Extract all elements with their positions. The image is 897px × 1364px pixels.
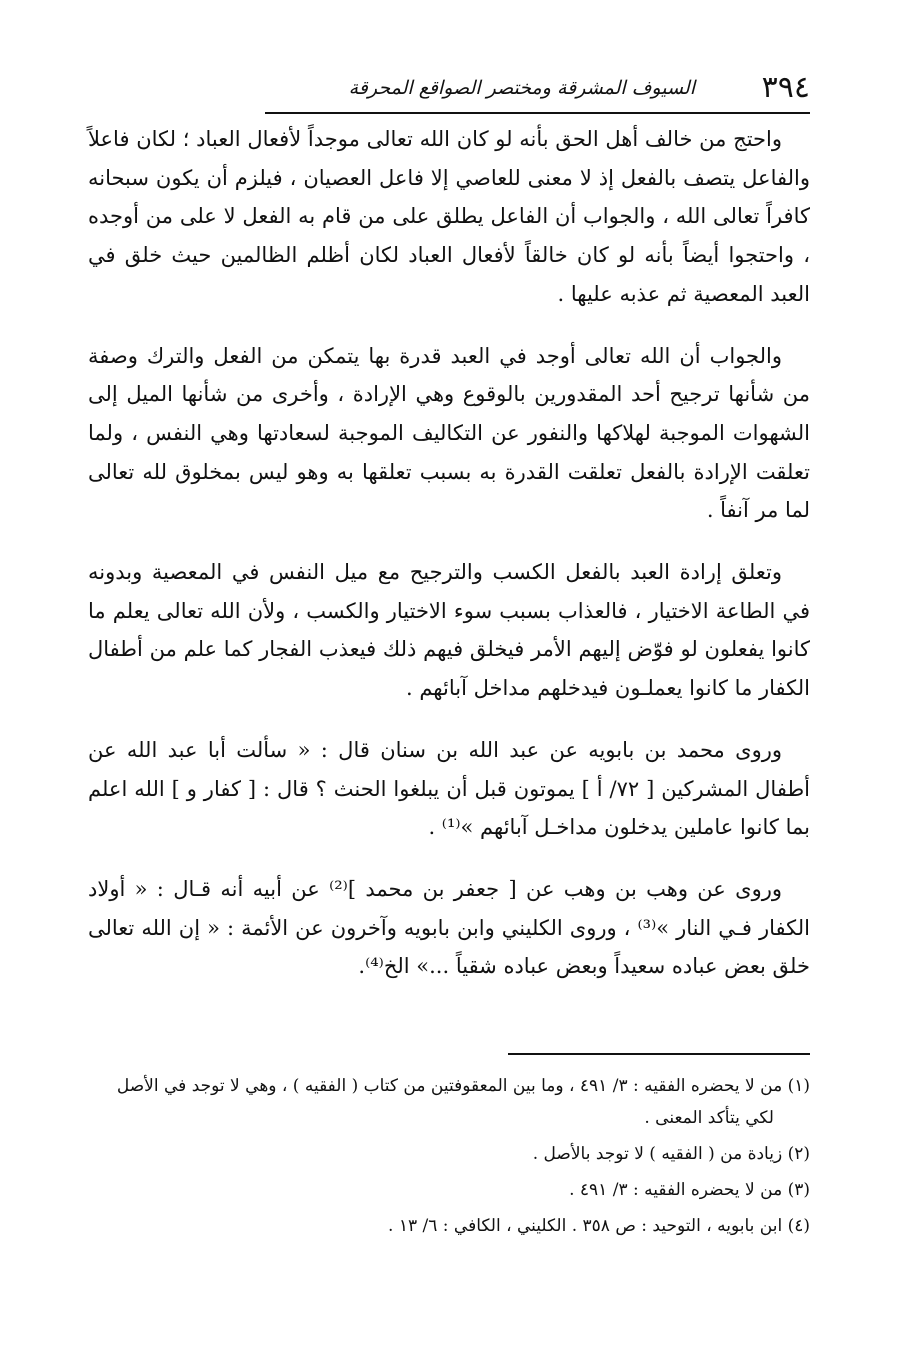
paragraph: واحتج من خالف أهل الحق بأنه لو كان الله تعالى موجداً لأفعال العباد ؛ لكان فاعلاً والفاعل يتصف بالفعل إذ لا معنى للعاصي إلا فاعل العصيان ، فيلزم أن يكون سبحانه كافراً تعالى الله ، والجواب أن الفاعل يطلق على من قام به الفعل لا على من أوجده ، واحتجوا أيضاً بأنه لو كان خالقاً لأفعال العباد لكان أظلم الظالمين حيث خلق في العبد المعصية ثم عذبه عليها . bbox=[88, 127, 810, 306]
page-header bbox=[265, 70, 810, 114]
footnotes bbox=[88, 1070, 810, 1246]
footnote-rule bbox=[508, 1053, 810, 1055]
footnote: (٣) من لا يحضره الفقيه : ٣/ ٤٩١ . bbox=[569, 1180, 810, 1200]
paragraph: وروى محمد بن بابويه عن عبد الله بن سنان قال : « سألت أبا عبد الله عن أطفال المشركين [ ٧٢/ أ ] يموتون قبل أن يبلغوا الحنث ؟ قال : [ كفار و ] الله اعلم بما كانوا عاملين يدخلون مداخـل آبائهم »⁽¹⁾ . bbox=[88, 737, 810, 840]
footnote: (٢) زيادة من ( الفقيه ) لا توجد بالأصل . bbox=[532, 1144, 810, 1164]
main-text bbox=[88, 120, 810, 1009]
paragraph: وتعلق إرادة العبد بالفعل الكسب والترجيح مع ميل النفس في المعصية وبدونه في الطاعة الاختيار ، فالعذاب بسبب سوء الاختيار والكسب ، ولأن الله تعالى يعلم ما كانوا يفعلون لو فوّض إليهم الأمر فيخلق فيهم ذلك فيعذب الفجار كما علم من أطفال الكفار ما كانوا يعملـون فيدخلهم مداخل آبائهم . bbox=[88, 560, 810, 701]
header-rule bbox=[265, 112, 810, 114]
footnote: (٤) ابن بابويه ، التوحيد : ص ٣٥٨ . الكليني ، الكافي : ٦/ ١٣ . bbox=[388, 1216, 810, 1236]
paragraph: وروى عن وهب بن وهب عن [ جعفر بن محمد ]⁽²⁾ عن أبيه أنه قـال : « أولاد الكفار فـي النار »⁽³⁾ ، وروى الكليني وابن بابويه وآخرون عن الأئمة : « إن الله تعالى خلق بعض عباده سعيداً وبعض عباده شقياً ...» الخ⁽⁴⁾. bbox=[88, 876, 810, 979]
footnote: (١) من لا يحضره الفقيه : ٣/ ٤٩١ ، وما بين المعقوفتين من كتاب ( الفقيه ) ، وهي لا توجد في الأصل لكي يتأكد المعنى . bbox=[116, 1076, 810, 1128]
paragraph: والجواب أن الله تعالى أوجد في العبد قدرة بها يتمكن من الفعل والترك وصفة من شأنها ترجيح أحد المقدورين بالوقوع وهي الإرادة ، وأخرى من شأنها الميل إلى الشهوات الموجبة لهلاكها والنفور عن التكاليف الموجبة لسعادتها وهي النفس ، ولما تعلقت الإرادة بالفعل تعلقت القدرة به بسبب تعلقها به وهو ليس بمخلوق لله تعالى لما مر آنفاً . bbox=[88, 343, 810, 523]
page-number: ٣٩٤ bbox=[761, 70, 810, 105]
running-title: السيوف المشرقة ومختصر الصواقع المحرقة bbox=[348, 77, 695, 99]
